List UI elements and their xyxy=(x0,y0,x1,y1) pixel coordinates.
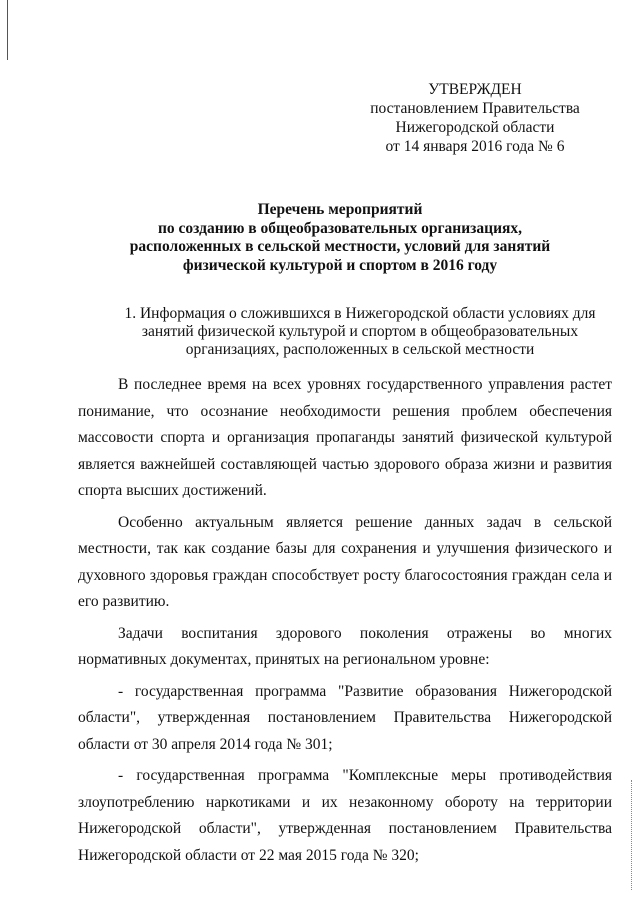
title-line-3: расположенных в сельской местности, условий для занятий xyxy=(129,238,551,255)
approval-date: от 14 января 2016 года № 6 xyxy=(385,138,565,155)
title-line-2: по созданию в общеобразовательных организациях, xyxy=(157,219,523,237)
approval-block xyxy=(360,80,590,156)
document-body xyxy=(78,372,612,869)
approval-by-resolution: постановлением Правительства xyxy=(370,100,580,117)
scan-margin-dots xyxy=(631,780,634,890)
approval-region: Нижегородской области xyxy=(395,119,555,136)
section-heading-line-3: организациях, расположенных в сельской местности xyxy=(185,341,535,358)
paragraph-awareness: В последнее время на всех уровнях государственного управления растет понимание, что осознание необходимости решения проблем обеспечения массовости спорта и организация пропаганды занятий физической культурой является важнейшей составляющей частью здорового образа жизни и развития спорта высших достижений. xyxy=(78,376,612,499)
title-line-4: физической культурой и спортом в 2016 году xyxy=(182,256,498,274)
title-line-1: Перечень мероприятий xyxy=(257,201,423,218)
section-heading-line-1: 1. Информация о сложившихся в Нижегородской области условиях для xyxy=(124,305,596,322)
list-item-education-program: - государственная программа "Развитие образования Нижегородской области", утвержденная постановлением Правительства Нижегородской области от 30 апреля 2014 года № 301; xyxy=(78,682,612,753)
section-1-heading xyxy=(100,305,620,359)
paragraph-regulatory-docs: Задачи воспитания здорового поколения отражены во многих нормативных документах, принятых на региональном уровне: xyxy=(78,624,612,668)
section-heading-line-2: занятий физической культурой и спортом в общеобразовательных xyxy=(141,323,579,340)
approval-approved: УТВЕРЖДЕН xyxy=(428,81,522,98)
list-item-drug-prevention-program: - государственная программа "Комплексные меры противодействия злоупотреблению наркотиками и их незаконному обороту на территории Нижегородской области", утвержденная постановлением Правительства Нижегородской области от 22 мая 2015 года № 320; xyxy=(78,767,612,864)
document-title xyxy=(60,201,620,275)
paragraph-rural-relevance: Особенно актуальным является решение данных задач в сельской местности, так как создание базы для сохранения и улучшения физического и духовного здоровья граждан способствует росту благосостояния граждан села и его развитию. xyxy=(78,513,612,610)
scan-edge-mark xyxy=(7,0,8,60)
